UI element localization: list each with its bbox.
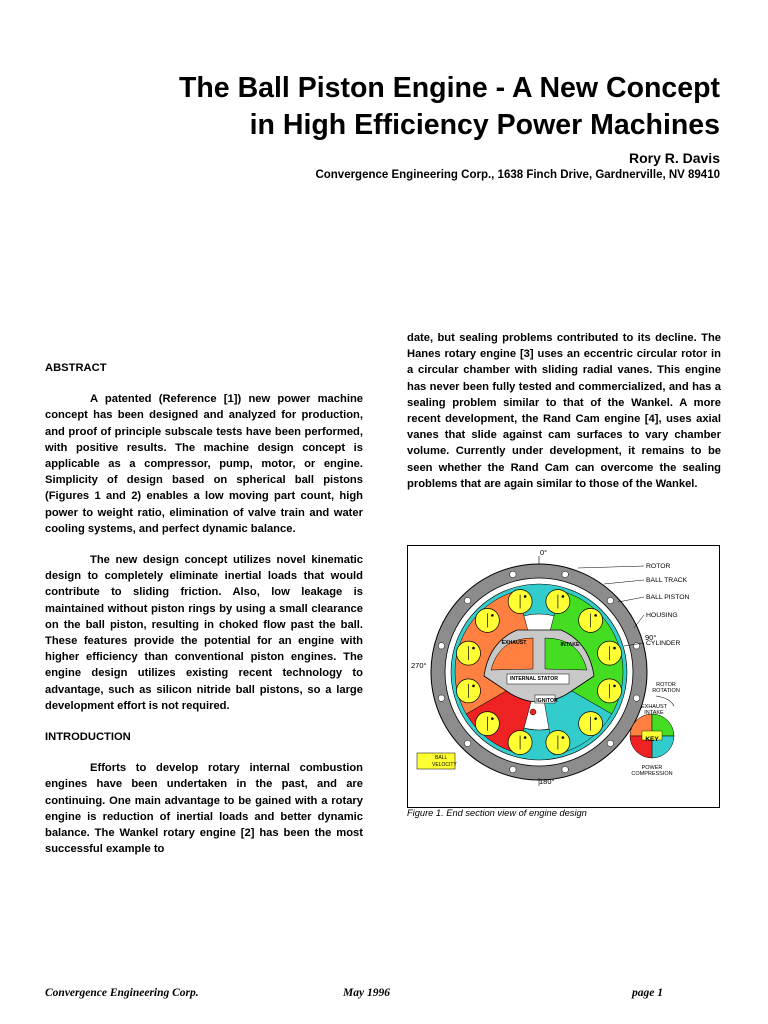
ball-velocity-arrow — [562, 595, 565, 598]
introduction-paragraph-1: Efforts to develop rotary internal combustion engines have been undertaken in the past, and are continuing. One main advantage to be gained with a rotary engine is reduction of inertial loads and better dynamic balance. The Wankel rotary engine [2] has been the most successful example to — [45, 762, 363, 856]
rotor-label: ROTOR — [646, 563, 671, 570]
housing-bolt-hole — [464, 740, 470, 746]
callout-leader-line — [604, 580, 644, 584]
internal-stator-label: INTERNAL STATOR — [509, 676, 559, 682]
degree-270-label: 270° — [411, 661, 427, 670]
ball-track-label: BALL TRACK — [646, 577, 688, 584]
ball-velocity-arrow — [491, 614, 494, 617]
introduction-paragraph-2: date, but sealing problems contributed to its decline. The Hanes rotary engine [3] uses an eccentric circular rotor in a circular chamber with sliding radial vanes. This engine has never been fully tested and commercialized, and has a sealing problem similar to that of the Wankel. A more recent development, the Rand Cam engine [4], uses axial vanes that slide against cam surfaces to vary chamber volume. Currently under development, it remains to be seen whether the Rand Cam can overcome the sealing problems that are again similar to those of the Wankel. — [407, 332, 721, 490]
rotor-rotation-label: ROTOR ROTATION — [652, 682, 680, 694]
degree-180-label: 180° — [539, 777, 555, 786]
footer-company: Convergence Engineering Corp. — [45, 987, 199, 999]
housing-bolt-hole — [633, 695, 639, 701]
housing-bolt-hole — [562, 571, 568, 577]
ball-velocity-arrow — [562, 736, 565, 739]
ball-velocity-arrow — [524, 595, 527, 598]
cylinder-label: CYLINDER — [646, 640, 681, 647]
ball-piston-label: BALL PISTON — [646, 594, 690, 601]
ball-velocity-label: BALL VELOCITY — [432, 755, 457, 768]
author-name: Rory R. Davis — [628, 150, 720, 166]
paper-title — [40, 70, 720, 144]
footer-date: May 1996 — [343, 987, 390, 999]
ball-velocity-arrow — [594, 614, 597, 617]
housing-bolt-hole — [607, 740, 613, 746]
engine-diagram — [408, 546, 719, 807]
key-label: KEY — [645, 736, 659, 743]
ball-velocity-arrow — [472, 647, 475, 650]
callout-leader-line — [634, 615, 644, 628]
author-affiliation: Convergence Engineering Corp., 1638 Finch Drive, Gardnerville, NV 89410 — [315, 169, 720, 181]
title-line-2: in High Efficiency Power Machines — [249, 109, 720, 141]
ball-velocity-arrow — [613, 647, 616, 650]
figure-caption: Figure 1. End section view of engine design — [407, 808, 587, 818]
right-column — [407, 330, 721, 492]
intake-port-label: INTAKE — [560, 642, 580, 648]
housing-bolt-hole — [562, 766, 568, 772]
callout-leader-line — [578, 566, 644, 568]
introduction-heading: INTRODUCTION — [45, 731, 131, 744]
abstract-heading: ABSTRACT — [45, 362, 107, 374]
housing-bolt-hole — [464, 597, 470, 603]
ball-velocity-arrow — [524, 736, 527, 739]
callout-leader-line — [618, 597, 644, 602]
figure-1 — [407, 545, 720, 808]
footer-page: page 1 — [632, 987, 663, 999]
abstract-paragraph-1: A patented (Reference [1]) new power machine concept has been designed and analyzed for production, and proof of principle subscale tests have been performed, with positive results. The machine design concept is applicable as a compressor, pump, motor, or engine. Simplicity of design based on spherical ball pistons (Figures 1 and 2) enables a low moving part count, high power to weight ratio, elimination of valve train and water cooling systems, and perfect dynamic balance. — [45, 393, 363, 535]
title-line-1: The Ball Piston Engine - A New Concept — [178, 72, 720, 104]
housing-label: HOUSING — [646, 612, 678, 619]
degree-90-label: 90° — [645, 633, 657, 642]
degree-0-label: 0° — [540, 548, 548, 557]
housing-bolt-hole — [607, 597, 613, 603]
ball-velocity-arrow — [472, 685, 475, 688]
abstract-paragraph-2: The new design concept utilizes novel kinematic design to completely eliminate inertial loads that would contribute to sliding friction. Also, low leakage is maintained without piston rings by using a small clearance on the ball piston, resulting in choked flow past the ball. These features provide the potential for an engine with higher efficiency than conventional piston engines. The engine design utilizes existing recent technology to advantage, such as silicon nitride ball pistons, so a large development effort is not required. — [45, 554, 363, 712]
housing-bolt-hole — [510, 571, 516, 577]
power-compression-label: POWER COMPRESSION — [631, 765, 673, 777]
housing-bolt-hole — [510, 766, 516, 772]
left-column — [45, 360, 363, 857]
ball-velocity-arrow — [594, 717, 597, 720]
ball-velocity-arrow — [491, 717, 494, 720]
ignitor-label: IGNITOR — [536, 698, 558, 704]
housing-bolt-hole — [438, 695, 444, 701]
exhaust-port-label: EXHAUST — [501, 640, 527, 646]
ignitor-spark — [530, 709, 536, 715]
ball-velocity-arrow — [613, 685, 616, 688]
exhaust-intake-label: EXHAUST INTAKE — [641, 704, 667, 716]
housing-bolt-hole — [438, 643, 444, 649]
